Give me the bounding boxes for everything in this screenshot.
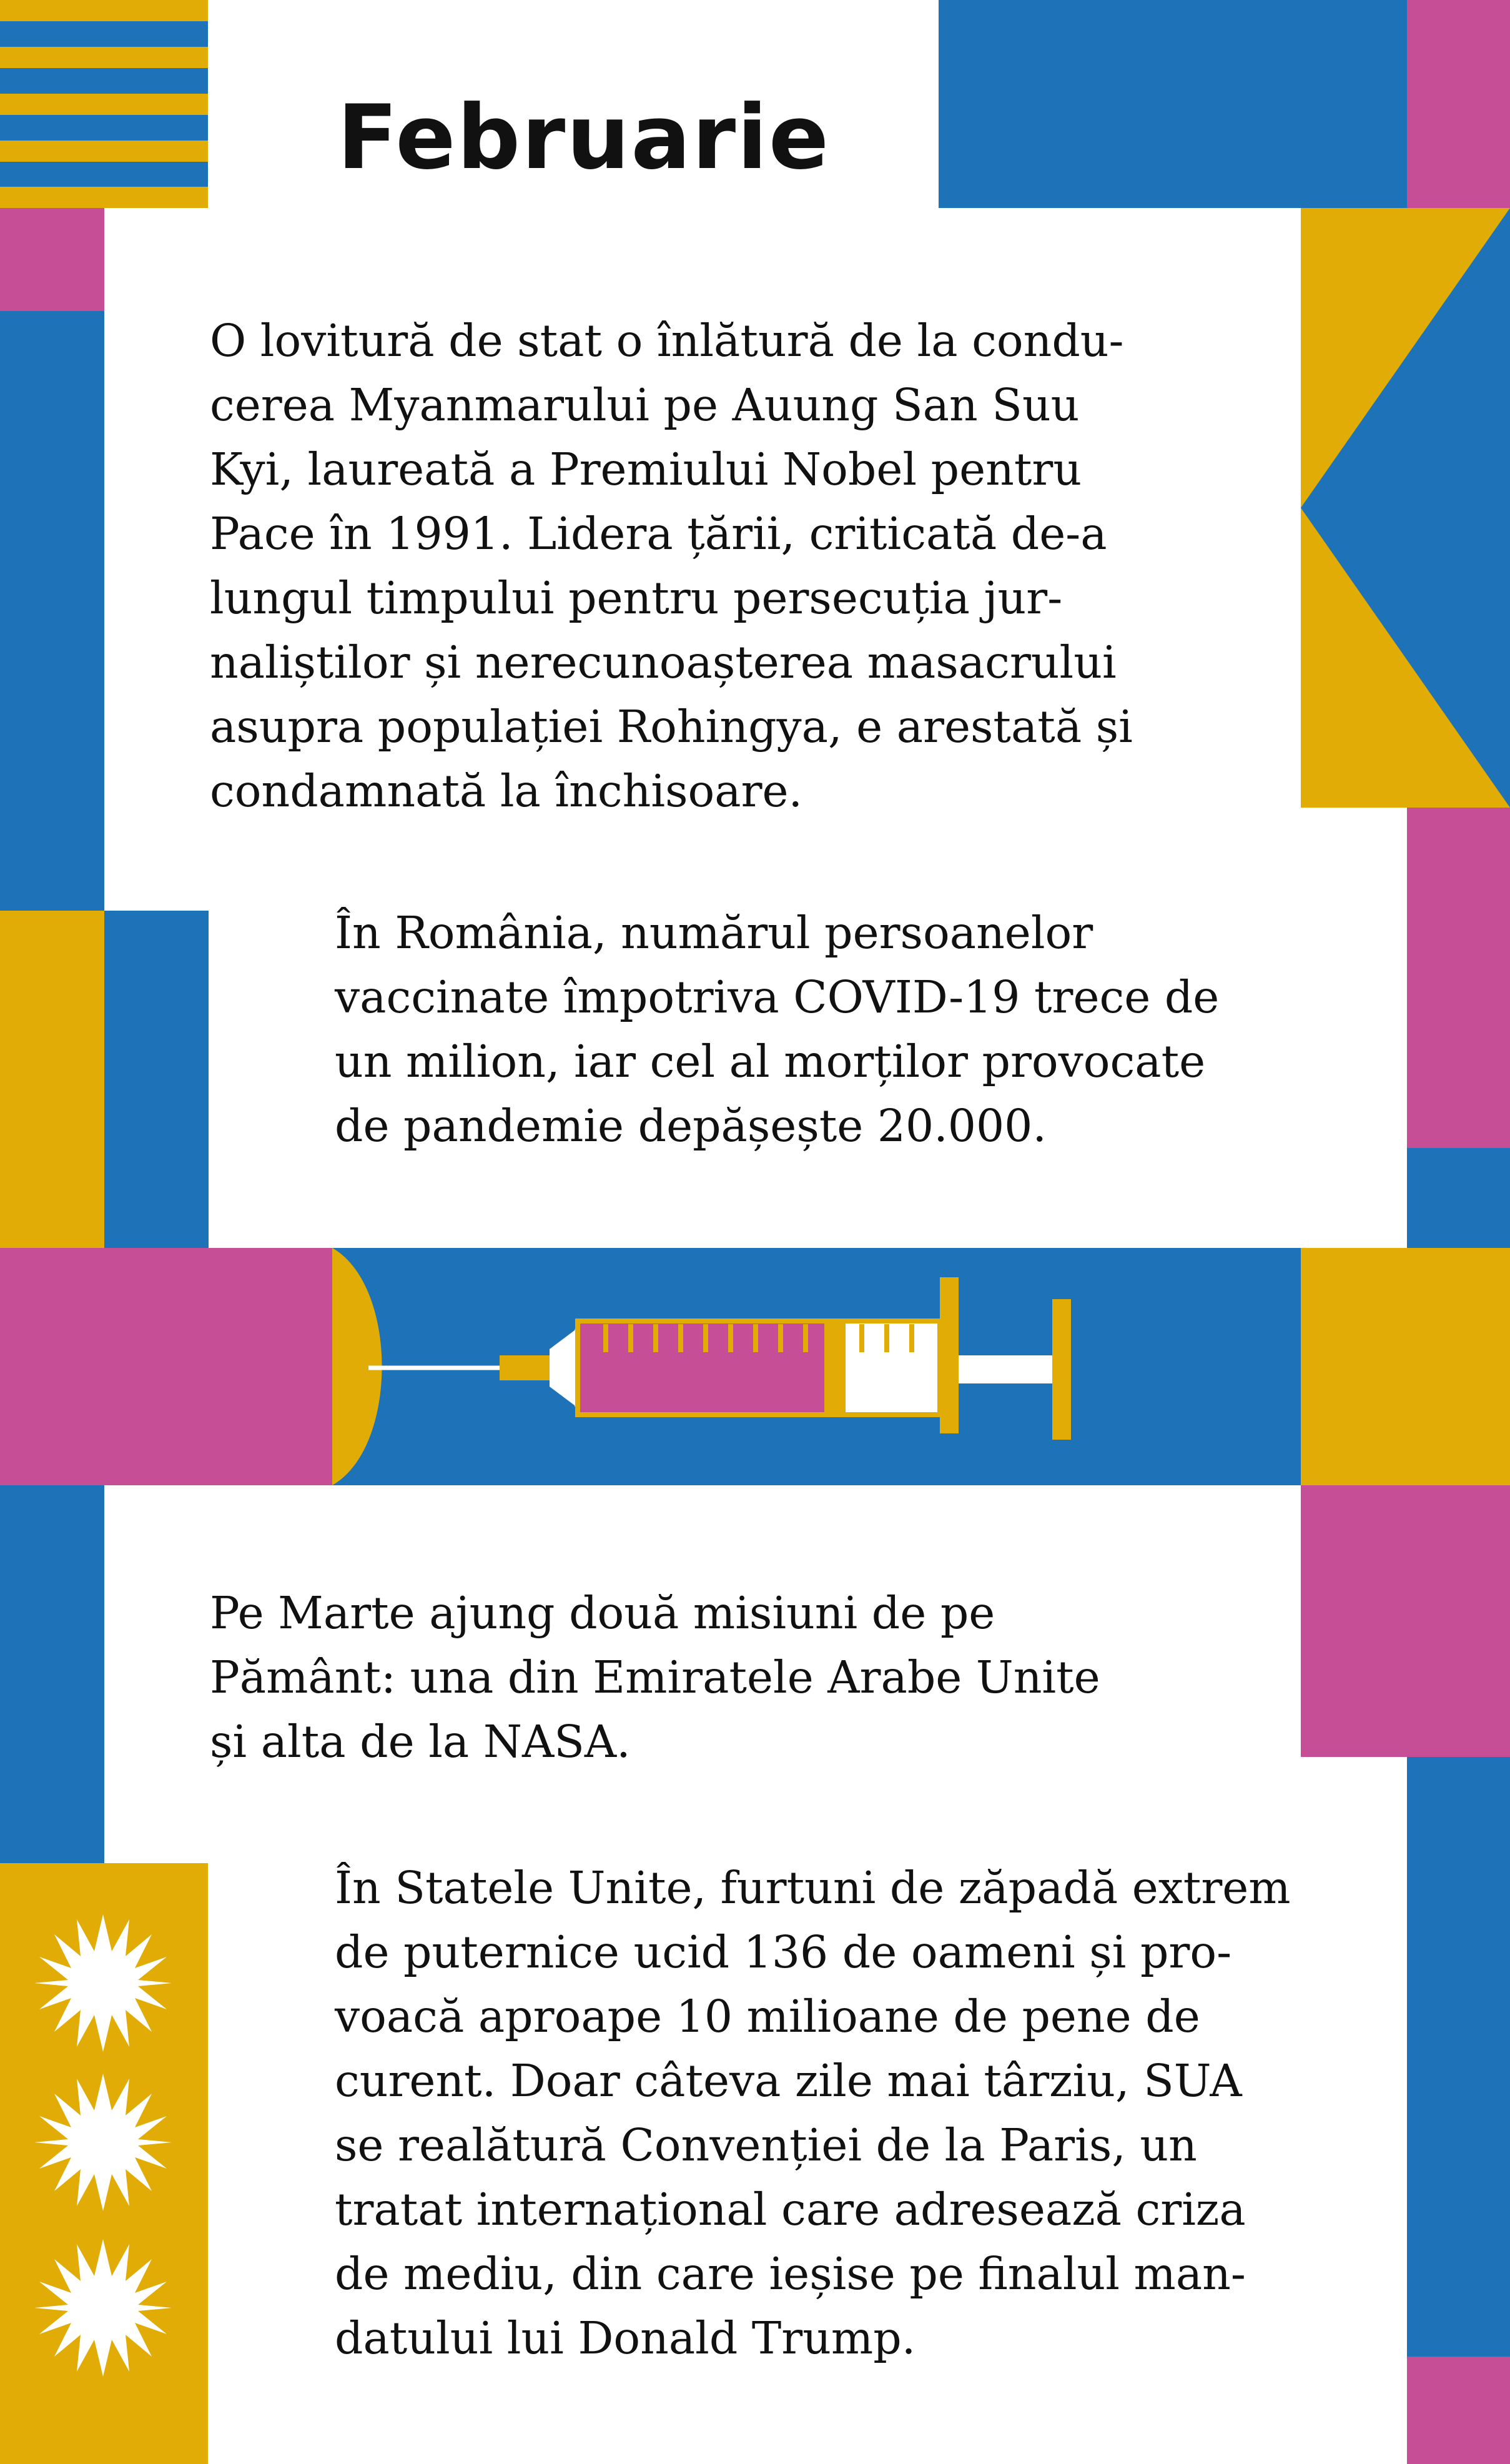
pink-block — [0, 208, 104, 311]
text-line: voacă aproape 10 milioane de pene de — [335, 1991, 1200, 2042]
text-line: În Statele Unite, furtuni de zăpadă extrem — [335, 1862, 1291, 1914]
text-line: O lovitură de stat o înlătură de la condu- — [210, 315, 1124, 367]
paragraph-romania — [335, 901, 1219, 1158]
sun-burst-icon — [31, 2071, 175, 2214]
pink-block — [1407, 808, 1510, 1148]
triangle-block — [1301, 208, 1510, 808]
yellow-block — [1301, 1248, 1510, 1485]
text-line: de mediu, din care ieșise pe finalul man- — [335, 2248, 1246, 2300]
text-line: datului lui Donald Trump. — [335, 2312, 916, 2364]
sun-burst-icon — [31, 1911, 175, 2055]
paragraph-mars — [210, 1581, 1100, 1774]
text-line: naliștilor și nerecunoașterea masacrului — [210, 636, 1117, 688]
text-line: și alta de la NASA. — [210, 1716, 631, 1768]
text-line: Kyi, laureată a Premiului Nobel pentru — [210, 443, 1082, 495]
text-line: Pe Marte ajung două misiuni de pe — [210, 1587, 995, 1639]
text-line: un milion, iar cel al morților provocate — [335, 1036, 1206, 1087]
text-line: În România, numărul persoanelor — [335, 907, 1093, 959]
text-line: Pământ: una din Emiratele Arabe Unite — [210, 1651, 1100, 1703]
text-line: cerea Myanmarului pe Auung San Suu — [210, 379, 1080, 431]
text-line: curent. Doar câteva zile mai târziu, SUA — [335, 2055, 1242, 2107]
blue-block — [939, 0, 1407, 208]
blue-block — [0, 311, 104, 911]
text-line: Pace în 1991. Lidera țării, criticată de-a — [210, 508, 1107, 560]
text-line: se realătură Convenției de la Paris, un — [335, 2119, 1197, 2171]
pink-block — [1407, 0, 1510, 208]
pink-block — [1301, 1485, 1510, 1757]
text-line: condamnată la închisoare. — [210, 765, 803, 817]
yellow-block — [0, 911, 104, 1248]
blue-block — [0, 1485, 104, 1863]
striped-block — [0, 0, 208, 208]
text-line: tratat internațional care adresează criza — [335, 2184, 1246, 2235]
paragraph-myanmar — [210, 309, 1133, 823]
text-line: asupra populației Rohingya, e arestată și — [210, 701, 1133, 753]
text-line: de puternice ucid 136 de oameni și pro- — [335, 1926, 1232, 1978]
sun-burst-icon — [31, 2236, 175, 2380]
blue-block — [104, 911, 209, 1248]
syringe-icon — [362, 1262, 1249, 1468]
text-line: vaccinate împotriva COVID-19 trece de — [335, 971, 1220, 1023]
pink-block — [0, 1248, 332, 1485]
blue-block — [1407, 1757, 1510, 2357]
paragraph-usa — [335, 1856, 1291, 2370]
page-title: Februarie — [337, 86, 831, 189]
text-line: lungul timpului pentru persecuția jur- — [210, 572, 1063, 624]
blue-block — [1407, 1148, 1510, 1248]
pink-block — [1407, 2357, 1510, 2464]
text-line: de pandemie depășește 20.000. — [335, 1100, 1047, 1152]
